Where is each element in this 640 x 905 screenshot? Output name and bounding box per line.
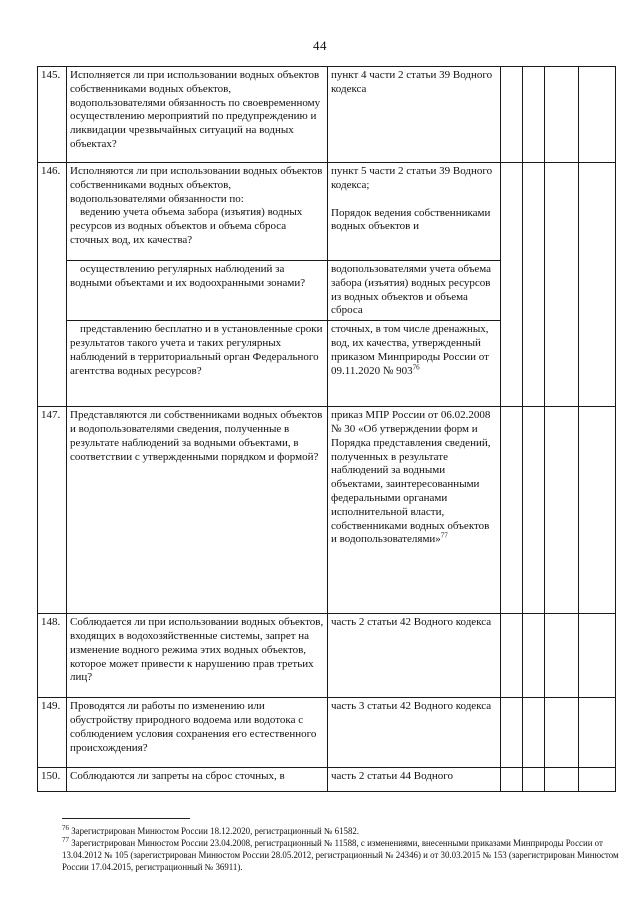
answer-cell (523, 407, 545, 614)
answer-cell (501, 614, 523, 698)
legal-reference-continued: водопользователями учета объема забора (изъятия) водных ресурсов из водных объектов и объема сброса (328, 261, 501, 321)
question-text (67, 321, 328, 407)
table-row-147 (38, 407, 616, 614)
row-number: 148. (38, 614, 67, 698)
question-text: Представляются ли собственниками водных объектов и водопользователями сведения, полученные в результате наблюдений за водными объектами, в соответствии с утвержденными порядком и формой? (67, 407, 328, 614)
legal-reference-continued (328, 321, 501, 407)
question-text (67, 261, 328, 321)
answer-cell (523, 698, 545, 768)
answer-cell (523, 768, 545, 792)
answer-cell (579, 67, 616, 163)
question-text: Исполняется ли при использовании водных объектов собственниками водных объектов, водопользователями обязанность по своевременному осуществлению мероприятий по предупреждению и ликвидации чрезвычайных ситуаций на водных объектах? (67, 67, 328, 163)
answer-cell (579, 163, 616, 407)
question-sub-item: ведению учета объема забора (изъятия) водных ресурсов из водных объектов и объема сброса сточных вод, их качества? (70, 206, 303, 246)
table-row-145 (38, 67, 616, 163)
question-text (67, 163, 328, 261)
footnote-mark: 77 (440, 531, 448, 540)
answer-cell (579, 407, 616, 614)
footnote-77 (62, 837, 634, 873)
reference-part: пункт 5 части 2 статьи 39 Водного кодекса; (331, 165, 493, 191)
answer-cell (545, 614, 579, 698)
footnote-mark: 77 (62, 836, 69, 845)
answer-cell (545, 67, 579, 163)
row-number: 145. (38, 67, 67, 163)
answer-cell (579, 768, 616, 792)
answer-cell (523, 163, 545, 407)
question-text: Проводятся ли работы по изменению или обустройству природного водоема или водотока с соблюдением условия сохранения его естественного происхождения? (67, 698, 328, 768)
answer-cell (545, 698, 579, 768)
answer-cell (501, 407, 523, 614)
answer-cell (523, 67, 545, 163)
question-sub-item: осуществлению регулярных наблюдений за водными объектами и их водоохранными зонами? (70, 263, 306, 289)
answer-cell (545, 407, 579, 614)
page-number: 44 (313, 38, 327, 53)
legal-reference: пункт 4 части 2 статьи 39 Водного кодекса (328, 67, 501, 163)
row-number: 149. (38, 698, 67, 768)
answer-cell (523, 614, 545, 698)
answer-cell (501, 163, 523, 407)
table-row-146 (38, 163, 616, 261)
reference-part: сточных, в том числе дренажных, вод, их качества, утвержденный приказом Минприроды России от 09.11.2020 № 903 (331, 323, 489, 377)
reference-part: Порядок ведения собственниками водных объектов и (331, 206, 491, 233)
footnote-76 (62, 825, 634, 837)
checklist-table (37, 66, 616, 792)
question-sub-item: представлению бесплатно и в установленные сроки результатов такого учета и таких регулярных наблюдений в территориальный орган Федерального агентства водных ресурсов? (70, 323, 323, 377)
legal-reference: часть 2 статьи 44 Водного (328, 768, 501, 792)
legal-reference (328, 407, 501, 614)
answer-cell (545, 768, 579, 792)
row-number: 146. (38, 163, 67, 407)
answer-cell (579, 698, 616, 768)
answer-cell (545, 163, 579, 407)
table-row-150 (38, 768, 616, 792)
legal-reference: часть 3 статьи 42 Водного кодекса (328, 698, 501, 768)
question-text: Соблюдаются ли запреты на сброс сточных, в (67, 768, 328, 792)
footnote-mark: 76 (412, 362, 420, 371)
footnote-mark: 76 (62, 824, 69, 833)
answer-cell (501, 768, 523, 792)
table-row-148 (38, 614, 616, 698)
reference-part: приказ МПР России от 06.02.2008 № 30 «Об утверждении форм и Порядка представления сведений, полученных в результате наблюдений за водными объектами, заинтересованными федеральными органами исполнительной власти, собственниками водных объектов и водопользователями» (331, 409, 491, 546)
legal-reference: часть 2 статьи 42 Водного кодекса (328, 614, 501, 698)
row-number: 150. (38, 768, 67, 792)
table-row-149 (38, 698, 616, 768)
question-text: Соблюдается ли при использовании водных объектов, входящих в водохозяйственные системы, запрет на изменение водного режима этих водных объектов, которое может привести к нарушению прав третьих лиц? (67, 614, 328, 698)
question-intro: Исполняются ли при использовании водных объектов собственниками водных объектов, водопользователями обязанности по: (70, 165, 323, 205)
legal-reference (328, 163, 501, 261)
footnotes (62, 818, 634, 873)
footnote-text: Зарегистрирован Минюстом России 18.12.2020, регистрационный № 61582. (69, 826, 360, 836)
answer-cell (501, 698, 523, 768)
row-number: 147. (38, 407, 67, 614)
answer-cell (579, 614, 616, 698)
answer-cell (501, 67, 523, 163)
footnote-text: Зарегистрирован Минюстом России 23.04.2008, регистрационный № 11588, с изменениями, внесенными приказами Минприроды России от 13.04.2012 № 105 (зарегистрирован Минюстом России 28.05.2012, регистрационный № 24346) и от 30.03.2015 № 153 (зарегистрирован Минюстом России 17.04.2015, регистрационный № 36911). (62, 838, 619, 872)
footnote-separator (62, 818, 190, 819)
